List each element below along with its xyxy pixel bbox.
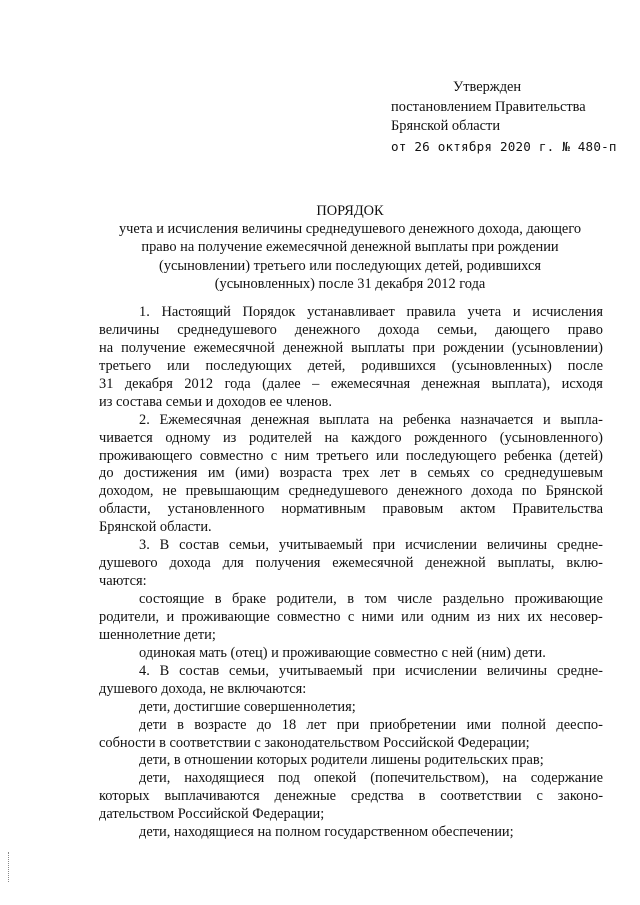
body-line: Брянской области. xyxy=(99,519,212,536)
body-line: 3. В состав семьи, учитываемый при исчислении величины средне- xyxy=(139,537,603,554)
approval-line-3: Брянской области xyxy=(391,118,501,134)
body-line: душевого дохода, не включаются: xyxy=(99,680,307,697)
approval-date: от 26 октября 2020 г. № 480-п xyxy=(391,138,617,154)
body-line: шеннолетние дети; xyxy=(99,626,216,643)
scan-margin-mark xyxy=(8,852,10,882)
document-subtitle xyxy=(100,220,600,293)
body-line: дательством Российской Федерации; xyxy=(99,806,325,823)
body-line: величины среднедушевого денежного дохода семьи, дающего право xyxy=(99,321,603,338)
body-line: 2. Ежемесячная денежная выплата на ребенка назначается и выпла- xyxy=(139,411,603,428)
body-line: дети, находящиеся под опекой (попечительством), на содержание xyxy=(139,770,603,787)
body-line: области, установленного нормативным правовым актом Правительства xyxy=(99,501,603,518)
body-line: дети, в отношении которых родители лишены родительских прав; xyxy=(139,752,544,769)
subtitle-line: (усыновленных) после 31 декабря 2012 года xyxy=(214,275,486,292)
body-line: родители, и проживающие совместно с ними или одним из них их несовер- xyxy=(99,608,603,625)
body-line: чивается одному из родителей на каждого рожденного (усыновленного) xyxy=(99,429,603,446)
subtitle-line: (усыновлении) третьего или последующих детей, родившихся xyxy=(159,257,541,274)
body-line: дети в возрасте до 18 лет при приобретении ими полной дееспо- xyxy=(139,716,603,733)
subtitle-line: учета и исчисления величины среднедушевого денежного дохода, дающего xyxy=(118,221,582,237)
body-line: дети, достигшие совершеннолетия; xyxy=(139,698,356,715)
body-line: 31 декабря 2012 года (далее – ежемесячная денежная выплата), исходя xyxy=(99,375,603,392)
document-title: ПОРЯДОК xyxy=(316,203,384,219)
body-line: проживающего совместно с ним третьего или последующего ребенка (детей) xyxy=(99,447,603,464)
body-line: 1. Настоящий Порядок устанавливает правила учета и исчисления xyxy=(139,304,603,320)
approval-line-1: Утвержден xyxy=(453,79,522,95)
body-line: на получение ежемесячной денежной выплаты при рождении (усыновлении) xyxy=(99,339,603,356)
document-body xyxy=(99,304,603,842)
body-line: третьего или последующих детей, родившихся (усыновленных) после xyxy=(99,357,603,374)
body-line: 4. В состав семьи, учитываемый при исчислении величины средне- xyxy=(139,662,603,679)
body-line: одинокая мать (отец) и проживающие совместно с ней (ним) дети. xyxy=(139,644,546,661)
approval-line-2: постановлением Правительства xyxy=(391,98,586,115)
body-line: собности в соответствии с законодательством Российской Федерации; xyxy=(99,734,530,751)
body-line: доходом, не превышающим среднедушевого денежного дохода по Брянской xyxy=(99,483,603,500)
body-line: до достижения им (ими) возраста трех лет в семьях со среднедушевым xyxy=(99,465,603,482)
body-line: которых выплачиваются денежные средства в соответствии с законо- xyxy=(99,788,603,805)
subtitle-line: право на получение ежемесячной денежной выплаты при рождении xyxy=(141,239,559,256)
body-line: состоящие в браке родители, в том числе раздельно проживающие xyxy=(139,591,603,607)
body-line: душевого дохода для получения ежемесячной денежной выплаты, вклю- xyxy=(99,555,603,572)
body-line: из состава семьи и доходов ее членов. xyxy=(99,393,332,410)
approval-block xyxy=(391,78,617,156)
body-line: чаются: xyxy=(99,573,147,590)
body-line: дети, находящиеся на полном государственном обеспечении; xyxy=(139,824,514,841)
